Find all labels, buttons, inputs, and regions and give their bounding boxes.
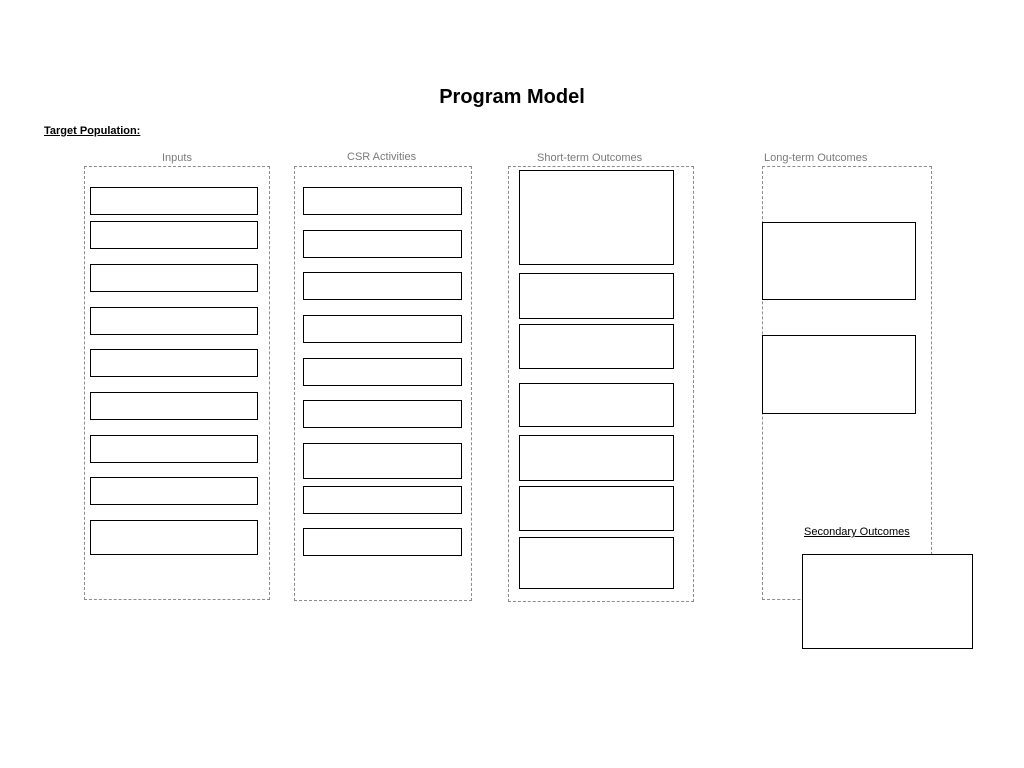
short-term-outcomes-box[interactable]: [519, 486, 674, 531]
long-term-outcomes-box[interactable]: [762, 222, 916, 300]
csr-activities-box[interactable]: [303, 358, 462, 386]
csr-activities-box[interactable]: [303, 230, 462, 258]
short-term-outcomes-box[interactable]: [519, 273, 674, 319]
csr-activities-box[interactable]: [303, 528, 462, 556]
long-term-outcomes-box[interactable]: [762, 335, 916, 414]
csr-activities-box[interactable]: [303, 400, 462, 428]
short-term-outcomes-box[interactable]: [519, 383, 674, 427]
inputs-box[interactable]: [90, 187, 258, 215]
target-population-label: Target Population:: [44, 125, 141, 137]
inputs-box[interactable]: [90, 392, 258, 420]
short-term-outcomes-box[interactable]: [519, 435, 674, 481]
secondary-outcomes-label: Secondary Outcomes: [804, 526, 910, 538]
secondary-outcomes-box[interactable]: [802, 554, 973, 649]
csr-activities-box[interactable]: [303, 272, 462, 300]
csr-activities-box[interactable]: [303, 443, 462, 479]
csr-activities-box[interactable]: [303, 187, 462, 215]
short-term-outcomes-box[interactable]: [519, 324, 674, 369]
csr-activities-box[interactable]: [303, 486, 462, 514]
inputs-box[interactable]: [90, 520, 258, 555]
inputs-box[interactable]: [90, 264, 258, 292]
short-term-outcomes-header: Short-term Outcomes: [537, 152, 643, 164]
inputs-box[interactable]: [90, 221, 258, 249]
inputs-box[interactable]: [90, 435, 258, 463]
inputs-box[interactable]: [90, 477, 258, 505]
inputs-box[interactable]: [90, 349, 258, 377]
long-term-outcomes-header: Long-term Outcomes: [764, 152, 868, 164]
inputs-header: Inputs: [162, 152, 192, 164]
short-term-outcomes-box[interactable]: [519, 537, 674, 589]
inputs-box[interactable]: [90, 307, 258, 335]
short-term-outcomes-box[interactable]: [519, 170, 674, 265]
csr-activities-box[interactable]: [303, 315, 462, 343]
csr-activities-header: CSR Activities: [347, 151, 417, 163]
page-title: Program Model: [439, 86, 585, 108]
